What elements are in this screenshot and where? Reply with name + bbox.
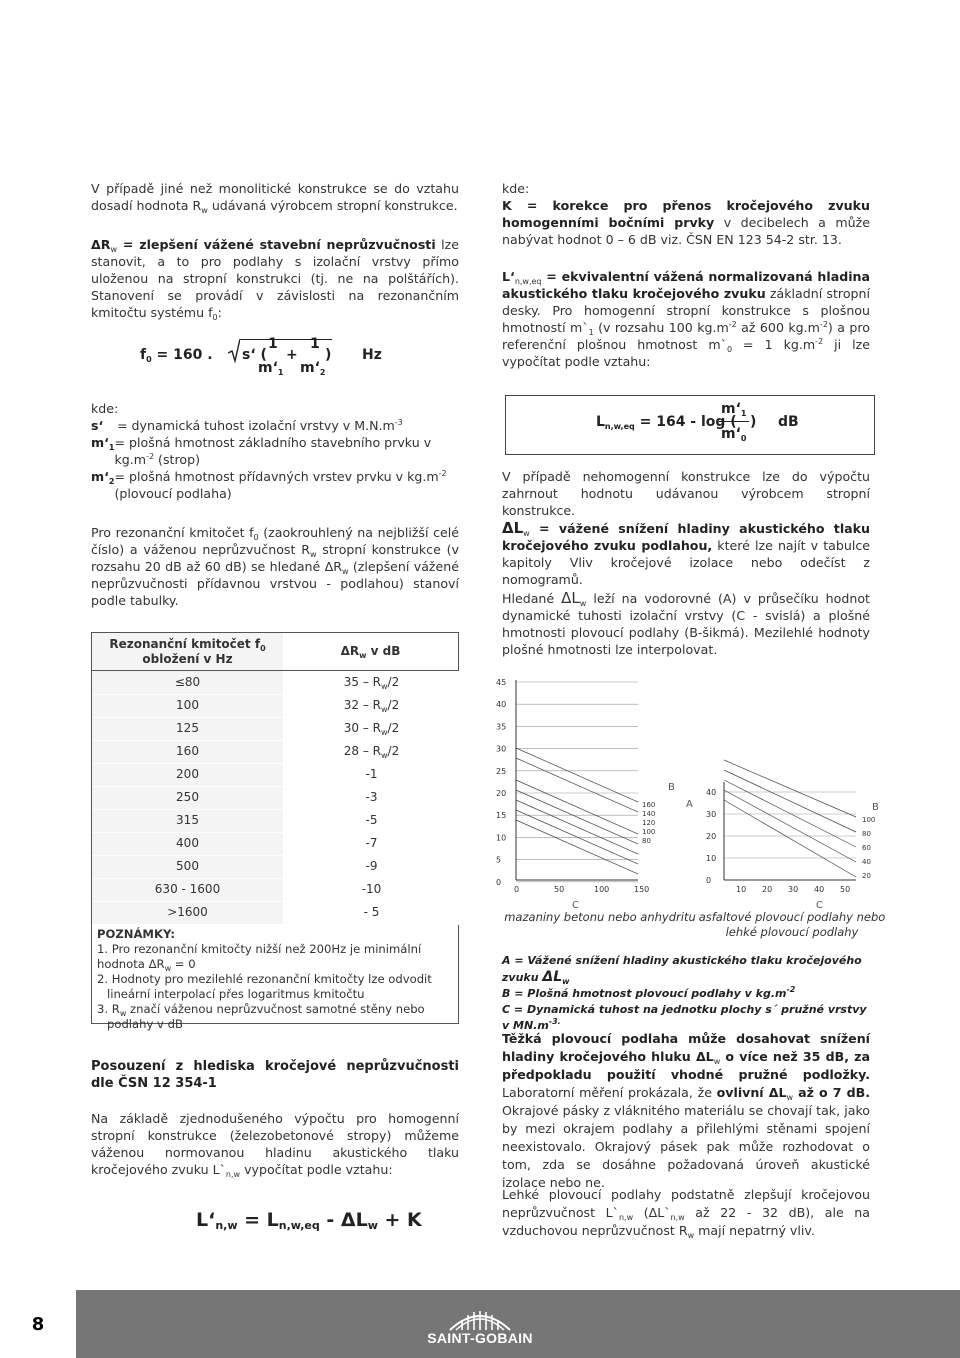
y-tick-label: 45 <box>496 678 507 687</box>
delta-rw-cell: $30 - R_w/2$ <box>283 717 460 740</box>
c2-a-ticks <box>706 788 716 885</box>
b-tick-label: 120 <box>642 819 656 827</box>
table-row <box>92 671 460 694</box>
lnw-formula: $L‘_{n,w} = L_{n,w,eq} - \Delta L_w + K$ <box>196 1209 422 1232</box>
definitions-block: kde: s‘ = dynamická tuhost izolační vrstvy v $M.N.m^{-3}$ $m‘_1$ = plošná hmotnost základního stavebního prvku v $kg.m^{-2}$ (strop) $m‘_2$ = plošná hmotnost přídavných vrstev prvku v $kg.m^{-2}$ (plovoucí podlaha) <box>91 401 447 501</box>
y-tick-label: 10 <box>496 833 507 843</box>
table-row <box>92 832 460 855</box>
k-definition: kde: K = korekce pro přenos kročejového zvuku homogenními bočními prvky v decibelech a může nabývat hodnot 0 – 6 dB viz. ČSN EN 123 54-2 str. 13. <box>502 181 870 247</box>
table-row <box>92 809 460 832</box>
delta-rw-cell: -7 <box>283 832 460 855</box>
y-tick-label: 20 <box>496 789 507 798</box>
delta-rw-cell: -10 <box>283 878 460 901</box>
frequency-cell: 160 <box>92 740 283 763</box>
c2-label-b: B <box>872 802 879 813</box>
table-row <box>92 878 460 901</box>
y-tick-label: 30 <box>496 744 507 754</box>
c2-grid <box>724 792 856 880</box>
c1-label-c: C <box>572 900 579 911</box>
table-row <box>92 694 460 717</box>
c1-grid <box>516 682 638 882</box>
frequency-cell: 200 <box>92 763 283 786</box>
lnweq-formula: $L_{n,w,eq} = 164 - \log$ ( $m‘_1$ $m‘_0$ ) dB <box>505 395 875 455</box>
table-header: Rezonanční kmitočet $f_0$ obložení v Hz $\Delta R_w$ v dB <box>92 633 458 671</box>
frequency-cell: 500 <box>92 855 283 878</box>
frequency-cell: >1600 <box>92 901 283 924</box>
nonhomogeneous-paragraph: V případě nehomogenní konstrukce lze do výpočtu zahrnout hodnotu udávanou výrobcem stropní konstrukce. <box>502 469 870 518</box>
a-tick-label: 10 <box>706 854 717 863</box>
frequency-cell: 400 <box>92 832 283 855</box>
resonance-formula: $f_0 = 160$ . s‘ ( 1 $m‘_1$ + 1 $m‘_2$ ) Hz <box>140 336 382 377</box>
b-tick-label: 100 <box>862 816 876 824</box>
c2-label-a: A <box>686 799 693 810</box>
y-tick-label: 40 <box>496 700 507 710</box>
c1-b-lines <box>516 748 638 874</box>
nomogram-asphalt <box>686 672 886 912</box>
homogeneous-paragraph: Na základě zjednodušeného výpočtu pro homogenní stropní konstrukce (železobetonové stropy) můžeme váženou normovanou hladinu akustického tlaku kročejového zvuku $L`_{n,w}$ vypočítat podle vztahu: <box>91 1111 459 1179</box>
y-tick-label: 5 <box>496 855 502 865</box>
c2-c-ticks <box>736 885 850 894</box>
c-tick-label: 30 <box>788 885 799 894</box>
b-tick-label: 80 <box>862 830 871 838</box>
b-tick-label: 80 <box>642 837 651 845</box>
b-tick-label: 140 <box>642 810 656 818</box>
delta-rw-cell: $32 - R_w/2$ <box>283 694 460 717</box>
nomogram-concrete <box>488 672 688 912</box>
lnweq-definition: $L‘_{n,w,eq}$ = ekvivalentní vážená normalizovaná hladina akustického tlaku kročejového zvuku základní stropní desky. Pro homogenní stropní konstrukce s plošnou hmotností $m`_1$ (v rozsahu 100 $kg.m^{-2}$ až 600 $kg.m^{-2}$) a pro referenční plošnou hmotnost $m`_0 = 1$ $kg.m^{-2}$ ji lze vypočítat podle vztahu: <box>502 269 871 369</box>
resonance-paragraph: Pro rezonanční kmitočet $f_0$ (zaokrouhlený na nejbližší celé číslo) a váženou neprůzvučnost $R_w$ stropní konstrukce (v rozsahu 20 dB až 60 dB) se hledané $\Delta R_w$ (zlepšení vážené neprůzvučnosti přídavnou vrstvou - podlahou) stanoví podle tabulky. <box>91 525 459 608</box>
resonance-table <box>91 632 459 1031</box>
delta-rw-cell: -5 <box>283 809 460 832</box>
nomogram-explanation: Hledané $\Delta L_w$ leží na vodorovné (A) v průsečíku hodnot dynamické tuhosti izolační vrstvy (C - svislá) a plošné hmotnosti plovoucí podlahy (B-šikmá). Mezilehlé hodnoty plošné hmotnosti lze interpolovat. <box>502 589 870 657</box>
saint-gobain-logo: SAINT-GOBAIN <box>400 1298 560 1354</box>
footer-bar <box>0 1290 960 1358</box>
delta-rw-cell: $35 - R_w/2$ <box>283 671 460 694</box>
a-tick-label: 30 <box>706 810 717 819</box>
frequency-cell: 125 <box>92 717 283 740</box>
table-body <box>92 671 460 925</box>
nomogram-legend: A = Vážené snížení hladiny akustického tlaku kročejového zvuku $\Delta L_w$ B = Plošná hmotnost plovoucí podlahy v $kg.m^{-2}$ C = Dynamická tuhost na jednotku plochy s´ pružné vrstvy v $MN.m^{-3.}$ <box>502 954 867 1032</box>
frequency-cell: 315 <box>92 809 283 832</box>
y-tick-label: 15 <box>496 811 507 821</box>
arch-icon <box>400 1298 560 1332</box>
frequency-cell: 630 - 1600 <box>92 878 283 901</box>
frequency-cell: ≤80 <box>92 671 283 694</box>
delta-rw-cell: -9 <box>283 855 460 878</box>
c-tick-label: 0 <box>514 885 520 894</box>
table-row <box>92 786 460 809</box>
table-notes: POZNÁMKY: 1. Pro rezonanční kmitočty nižší než 200Hz je minimální hodnota $\Delta R_w = 0$ 2. Hodnoty pro mezilehlé rezonanční kmitočty lze odvodit lineární interpolací přes logaritmus kmitočtu 3. $R_w$ značí váženou neprůzvučnost samotné stěny nebo podlahy v dB <box>97 926 432 1031</box>
a-tick-label: 0 <box>706 876 712 885</box>
section-heading: Posouzení z hlediska kročejové neprůzvučnosti dle ČSN 12 354-1 <box>91 1059 459 1091</box>
c-tick-label: 50 <box>840 885 851 894</box>
table-row <box>92 740 460 763</box>
table-row <box>92 855 460 878</box>
a-tick-label: 20 <box>706 832 717 841</box>
c2-b-lines <box>724 760 856 877</box>
delta-rw-cell: -1 <box>283 763 460 786</box>
b-tick-label: 60 <box>862 844 871 852</box>
delta-rw-cell: $28 - R_w/2$ <box>283 740 460 763</box>
delta-rw-paragraph: $\Delta R_w$ = zlepšení vážené stavební neprůzvučnosti lze stanovit, a to pro podlahy s izolační vrstvy přímo uloženou na stropní konstrukci (tj. ne na polštářích). Stanovení se provádí v závislosti na rezonančním kmitočtu systému $f_0$: <box>91 237 459 322</box>
a-tick-label: 40 <box>706 788 717 797</box>
b-tick-label: 20 <box>862 872 871 880</box>
b-tick-label: 160 <box>642 801 656 809</box>
c2-b-ticks <box>862 816 875 880</box>
c-tick-label: 150 <box>634 885 650 894</box>
frequency-cell: 100 <box>92 694 283 717</box>
c2-label-c: C <box>816 900 823 911</box>
y-tick-label: 25 <box>496 766 507 776</box>
table-row <box>92 763 460 786</box>
b-tick-label: 40 <box>862 858 871 866</box>
c-tick-label: 20 <box>762 885 773 894</box>
c2-caption: asfaltové plovoucí podlahy nebo lehké plovoucí podlahy <box>698 910 886 939</box>
delta-lw-paragraph: $\Delta L_w$ = vážené snížení hladiny akustického tlaku kročejového zvuku podlahou, které lze najít v tabulce kapitoly Vliv kročejové izolace nebo odečíst z nomogramů. <box>502 519 870 587</box>
frequency-cell: 250 <box>92 786 283 809</box>
table-row <box>92 901 460 924</box>
intro-paragraph: V případě jiné než monolitické konstrukce se do vztahu dosadí hodnota $R_w$ udávaná výrobcem stropní konstrukce. <box>91 181 459 215</box>
c1-b-ticks <box>642 801 655 845</box>
c1-c-ticks <box>514 885 649 894</box>
c1-label-b: B <box>668 782 675 793</box>
heavy-floor-paragraph: Těžká plovoucí podlaha může dosahovat snížení hladiny kročejového hluku $\Delta L_w$ o více než 35 dB, za předpokladu použití vhodné pružné podložky. Laboratorní měření prokázala, že ovlivní $\Delta L_w$ až o 7 dB. Okrajové pásky z vláknitého materiálu se chovají tak, jako by mezi okrajem podlahy a přilehlými stěnami spojení neexistovalo. Okrajový pásek pak může rozhodovat o tom, zda se dosáhne požadovaná úroveň akustické izolace nebo ne. <box>502 1031 870 1190</box>
delta-rw-cell: - 5 <box>283 901 460 924</box>
table-row <box>92 717 460 740</box>
c1-y-ticks <box>496 678 506 887</box>
c-tick-label: 40 <box>814 885 825 894</box>
c1-caption: mazaniny betonu nebo anhydritu <box>504 910 696 924</box>
c-tick-label: 100 <box>594 885 610 894</box>
c-tick-label: 10 <box>736 885 747 894</box>
y-tick-label: 35 <box>496 722 507 732</box>
delta-rw-cell: -3 <box>283 786 460 809</box>
y-tick-label: 0 <box>496 877 502 887</box>
light-floor-paragraph: Lehké plovoucí podlahy podstatně zlepšují kročejovou neprůzvučnost $L`_{n,w}$ ($\Delta L`_{n,w}$ až 22 - 32 dB), ale na vzduchovou neprůzvučnost $R_w$ mají nepatrný vliv. <box>502 1187 870 1240</box>
b-tick-label: 100 <box>642 828 656 836</box>
c-tick-label: 50 <box>554 885 565 894</box>
page-number: 8 <box>0 1290 76 1358</box>
